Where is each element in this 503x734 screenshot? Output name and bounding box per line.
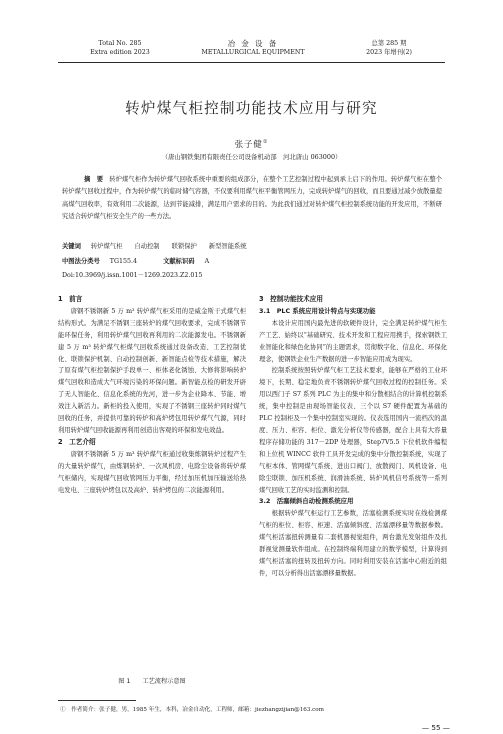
abstract — [62, 174, 442, 224]
footnote: ① 作者简介：张子健，男，1985 年生，本科，冶金自动化，工程师，邮箱：jiezhangzijian@163.com — [60, 707, 324, 713]
header-rule — [58, 62, 445, 63]
figure-caption — [58, 676, 246, 685]
paragraph: 控制系统按照转炉煤气柜工艺技术要求，能够在严格的工业环境下，长期、稳定地负责不锈钢转炉煤气回收过程的控制任务。采用以西门子 S7 系列 PLC 为主的集中和分散相结合的计算机控制系统，集中控制是由现场智能仪表、三个以 S7 硬件配置为基础的 PLC 控制柜及一个集中控制室实现的。仪表选用国内一流档次的温度、压力、柜容、柜位、激光分析仪等传感器，配合上具有大容量程序存储功能的 317－2DP 处理器，Step7V5.5 下位机软件编程和上位机 WINCC 软件工具开发完成的集中分散控制系统，实现了气柜本体、管网煤气系统、进出口阀门、放散阀门、风机设备、电除尘联锁、加压机系统、润滑油系统、转炉风机信号系统等一系列煤气回收工艺的实时监测和控制。 — [259, 367, 447, 494]
figure-title: 工艺流程示意图 — [142, 678, 186, 685]
keywords — [62, 241, 442, 250]
header-year-cn: 2023 年增刊(2) — [366, 49, 412, 56]
keywords-label: 关键词 — [62, 243, 81, 250]
left-column — [58, 294, 246, 496]
doi: Doi:10.3969/j.issn.1001－1269.2023.Z2.015 — [62, 272, 203, 279]
subsection-heading: 3.2 活塞倾斜自动检测系统应用 — [259, 497, 354, 506]
classification — [62, 256, 442, 265]
header-left — [74, 39, 166, 57]
journal-name-en: METALLURGICAL EQUIPMENT — [201, 49, 305, 56]
author-footnote-mark: ① — [262, 139, 269, 146]
paragraph: 唐钢不锈钢新 5 万 m³ 转炉煤气柜采用的是威金斯干式煤气柜结构形式。为满足不锈钢三座转炉的煤气回收要求，完成不锈钢节能环保任务，利用转炉煤气回收再利用的二次能源发电。不锈钢新建 5 万 m³ 转炉煤气柜煤气回收系统通过设备改造、工艺控制优化、联锁保护机制、自动控制创新、新智能点检等技术措施，解决了原有煤气柜控制保护手段单一、柜体老化锈蚀、大修将影响转炉煤气回收和造成大气环境污染的环保问题。新智能点检的研发开辟了无人智能化、信息化系统的先河，进一步为企业降本、节能、增效注入新活力。新柜的投入使用，实现了不锈钢三座转炉同时煤气回收的任务，并提供可靠的转炉和高炉烤包用转炉煤气气源，同时利用转炉煤气回收能源再利用创造出客观的环保和发电效益。 — [58, 307, 246, 434]
page-number: — 55 — — [421, 723, 450, 732]
keyword: 新型智能系统 — [208, 243, 247, 250]
subsection-heading: 3.1 PLC 系统应用设计特点与实现功能 — [259, 306, 376, 315]
doc-code-value: A — [204, 258, 210, 265]
header-issue-edition: Extra edition 2023 — [90, 49, 150, 56]
header-issue-total: Total No. 285 — [98, 40, 142, 47]
paragraph: 根据转炉煤气柜运行工艺参数，活塞检测系统实时在线检测煤气柜的柜位、柜容、柜速、活塞倾斜度、活塞漂移量等数据参数。煤气柜活塞扭转测量有二套机器视觉组件，两台激光发射组件及扎群视觉测量软件组成。在控制终端利用建立的数学模型，计算得到煤气柜活塞的扭转及扭转方向。同时利用安装在活塞中心附近的组件，可以分析得出活塞漂移量数据。 — [259, 510, 447, 577]
header-right — [344, 39, 434, 57]
section-heading: 2 工艺介绍 — [58, 437, 96, 446]
keyword: 转炉煤气柜 — [90, 243, 123, 250]
section-heading: 1 前言 — [58, 295, 83, 303]
figure-number: 图 1 — [118, 678, 131, 685]
abstract-text: 转炉煤气柜作为转炉煤气回收系统中重要的组成部分，在整个工艺控制过程中起到承上启下的作用。转炉煤气柜在整个转炉煤气回收过程中，作为转炉煤气的临时储气容器，不仅要利用煤气柜平衡管网压力，完成转炉煤气的回收，而且要通过减少放散量提高煤气回收率，有效利用二次能源，达到节能减排，满足用户需求的目的。为此我们通过对转炉煤气柜控制系统功能的开发应用，不断研究适合转炉煤气柜安全生产的一些方法。 — [62, 176, 443, 221]
author-name: 张子健 — [234, 139, 263, 149]
journal-header — [0, 39, 503, 69]
clc-value: TG155.4 — [109, 258, 138, 265]
header-center — [196, 39, 310, 57]
paper-title: 转炉煤气柜控制功能技术应用与研究 — [125, 100, 378, 117]
header-issue-cn: 总第 285 期 — [371, 40, 407, 47]
keyword: 自动控制 — [134, 243, 160, 250]
abstract-label: 摘 要 — [84, 176, 104, 183]
figure-1-image — [58, 574, 246, 662]
paragraph: 本设计应用国内最先进的软硬件设计，完全满足转炉煤气柜生产工艺、始终以“基础研究、技术开发和工程应用携手，探索钢铁工业智能化和绿色化协同”的主题需求，贯彻数字化、信息化、环保化理念，使钢铁企业生产数据的进一步智能应用成为现实。 — [259, 319, 447, 363]
journal-name-cn: 冶 金 设 备 — [227, 39, 279, 48]
paragraph: 唐钢不锈钢新 5 万 m³ 转炉煤气柜通过收集炼钢转炉过程产生的大量转炉煤气，由炼钢转炉、一次风机房、电除尘设备将转炉煤气柜储内，实现煤气回收管网压力平衡，经过加压机加压输送给热电发电、三座转炉烤包以及高炉、转炉烤包的二次能源利用。 — [58, 450, 246, 494]
author-line — [100, 138, 403, 150]
doc-code-label: 文献标识码 — [163, 258, 195, 265]
section-heading: 3 控制功能技术应用 — [259, 295, 323, 303]
affiliation: （唐山钢铁集团有限责任公司设备机动部 河北唐山 063000） — [161, 153, 342, 161]
clc-label: 中图法分类号 — [62, 258, 100, 265]
keyword: 联锁保护 — [171, 243, 197, 250]
footnote-rule — [58, 700, 136, 701]
right-column — [259, 294, 447, 580]
